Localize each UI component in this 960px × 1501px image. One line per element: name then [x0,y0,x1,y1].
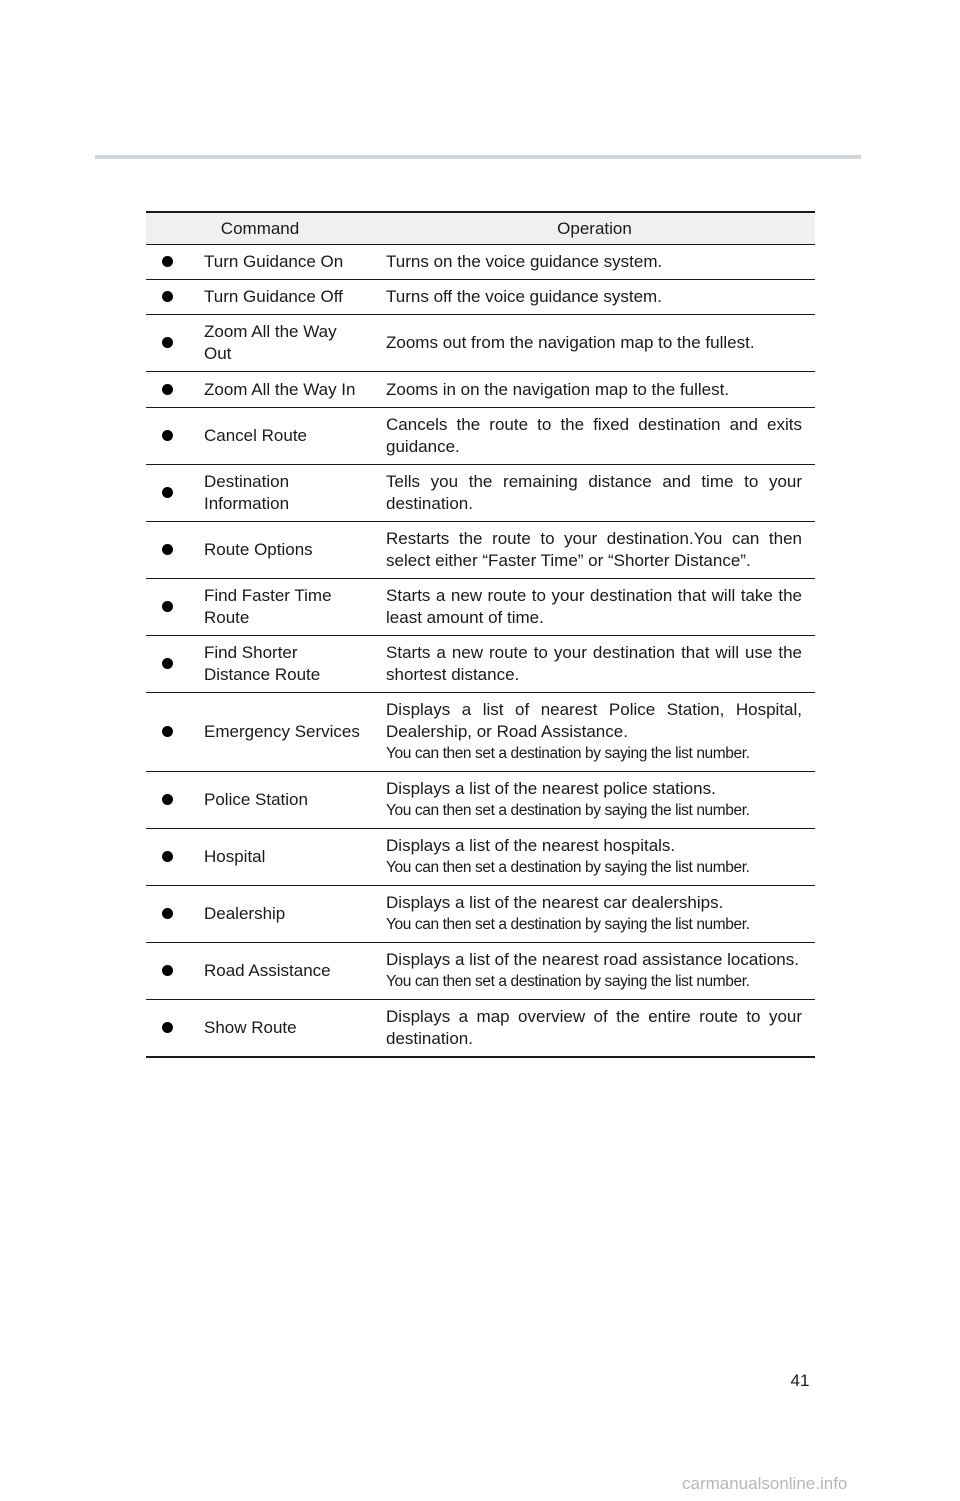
bullet-icon [162,337,173,348]
table-row [146,372,815,408]
operation-text: Displays a map overview of the entire route to your destination. [386,1007,803,1048]
table-row [146,886,815,943]
command-cell: Emergency Services [188,693,374,772]
command-cell: Destination Information [188,465,374,522]
table-row [146,579,815,636]
table-row [146,522,815,579]
operation-text: Zooms out from the navigation map to the fullest. [386,333,755,352]
command-cell: Zoom All the Way In [188,372,374,408]
bullet-icon [162,384,173,395]
bullet-icon [162,908,173,919]
command-column-header: Command [146,212,374,245]
command-cell: Find Shorter Distance Route [188,636,374,693]
operation-cell [374,1000,815,1058]
bullet-icon [162,291,173,302]
operation-cell [374,693,815,772]
command-cell: Cancel Route [188,408,374,465]
watermark: carmanualsonline.info [682,1474,848,1493]
operation-cell [374,408,815,465]
operation-cell [374,245,815,280]
bullet-icon [162,794,173,805]
table-row [146,280,815,315]
operation-text: Displays a list of the nearest police stations. [386,779,716,798]
operation-cell [374,886,815,943]
bullet-icon [162,487,173,498]
command-cell: Route Options [188,522,374,579]
command-cell: Police Station [188,772,374,829]
operation-text: Displays a list of nearest Police Station, Hospital, Dealership, or Road Assistance. [386,700,803,741]
command-cell: Find Faster Time Route [188,579,374,636]
operation-text: Starts a new route to your destination that will take the least amount of time. [386,586,803,627]
command-cell: Hospital [188,829,374,886]
operation-text: Restarts the route to your destination.You can then select either “Faster Time” or “Shorter Distance”. [386,529,803,570]
operation-cell [374,522,815,579]
bullet-icon [162,851,173,862]
operation-cell [374,943,815,1000]
table-row [146,465,815,522]
operation-cell [374,636,815,693]
operation-cell [374,579,815,636]
operation-text: Displays a list of the nearest hospitals. [386,836,676,855]
command-cell: Zoom All the Way Out [188,315,374,372]
operation-text: Zooms in on the navigation map to the fullest. [386,379,730,399]
operation-cell [374,829,815,886]
bullet-icon [162,658,173,669]
table-row [146,829,815,886]
table-row [146,943,815,1000]
table-row [146,693,815,772]
top-divider [95,155,861,159]
operation-text: Cancels the route to the fixed destination and exits guidance. [386,415,803,456]
operation-text: Tells you the remaining distance and time to your destination. [386,472,803,513]
voice-command-table [146,211,815,1058]
operation-text: Displays a list of the nearest car dealerships. [386,893,724,912]
table-row [146,772,815,829]
command-cell: Road Assistance [188,943,374,1000]
command-cell: Dealership [188,886,374,943]
operation-cell [374,772,815,829]
bullet-icon [162,430,173,441]
bullet-icon [162,965,173,976]
command-cell: Turn Guidance Off [188,280,374,315]
bullet-icon [162,1022,173,1033]
operation-cell [374,465,815,522]
page-number: 41 [790,1371,810,1390]
bullet-icon [162,544,173,555]
table-row [146,1000,815,1058]
table-row [146,636,815,693]
operation-text: Displays a list of the nearest road assistance locations. [386,950,799,969]
operation-note: You can then set a destination by saying the list number. [386,973,750,990]
operation-cell [374,280,815,315]
operation-text: Starts a new route to your destination that will use the shortest distance. [386,643,803,684]
table-row [146,315,815,372]
operation-note: You can then set a destination by saying the list number. [386,916,750,933]
operation-cell [374,372,815,408]
operation-note: You can then set a destination by saying the list number. [386,859,750,876]
operation-text: Turns on the voice guidance system. [386,252,663,271]
command-cell: Turn Guidance On [188,245,374,280]
bullet-icon [162,601,173,612]
command-cell: Show Route [188,1000,374,1058]
bullet-icon [162,726,173,737]
table-row [146,245,815,280]
operation-column-header: Operation [374,212,815,245]
table-row [146,408,815,465]
operation-text: Turns off the voice guidance system. [386,287,662,306]
table-header-row [146,212,815,245]
operation-note: You can then set a destination by saying the list number. [386,802,750,819]
operation-note: You can then set a destination by saying the list number. [386,745,750,762]
bullet-icon [162,256,173,267]
operation-cell [374,315,815,372]
